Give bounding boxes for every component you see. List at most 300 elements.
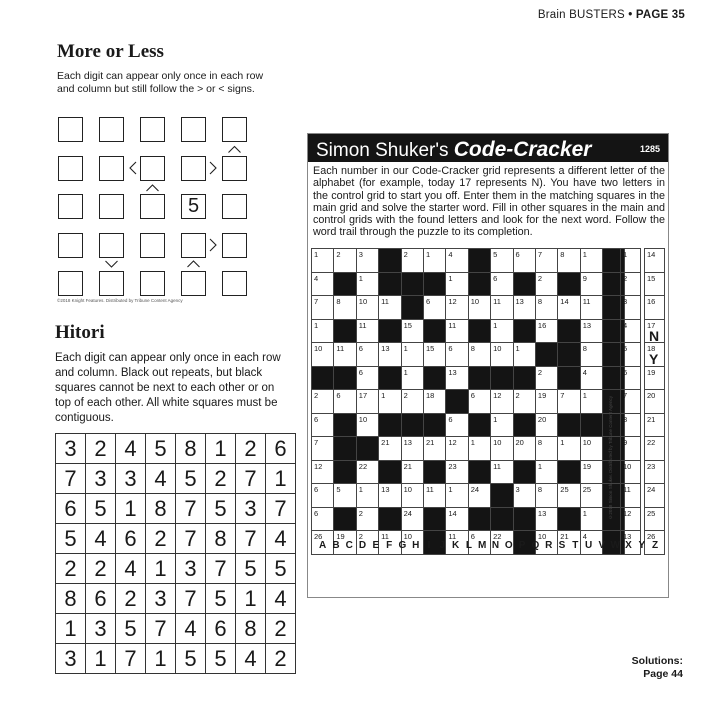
hitori-cell[interactable]: 3 bbox=[176, 554, 206, 584]
control-cell[interactable] bbox=[621, 413, 641, 437]
hitori-cell[interactable]: 6 bbox=[206, 614, 236, 644]
hitori-cell[interactable]: 8 bbox=[176, 434, 206, 464]
hitori-cell[interactable]: 7 bbox=[266, 494, 296, 524]
control-cell[interactable] bbox=[621, 296, 641, 320]
control-letter: N bbox=[649, 327, 660, 344]
alphabet-letter[interactable]: M bbox=[478, 540, 487, 551]
hitori-cell[interactable]: 8 bbox=[206, 524, 236, 554]
control-number: 8 bbox=[623, 414, 628, 424]
control-cell[interactable] bbox=[645, 296, 665, 320]
code-cracker-cell[interactable] bbox=[535, 437, 557, 461]
more-or-less-cell[interactable] bbox=[99, 117, 124, 142]
black-square bbox=[379, 319, 401, 343]
hitori-cell[interactable]: 5 bbox=[266, 554, 296, 584]
code-cracker-cell[interactable] bbox=[535, 296, 557, 320]
code-cracker-cell[interactable] bbox=[334, 296, 356, 320]
hitori-cell[interactable]: 4 bbox=[266, 584, 296, 614]
code-cracker-cell[interactable] bbox=[356, 249, 378, 273]
code-cracker-cell[interactable] bbox=[535, 484, 557, 508]
code-cracker-cell[interactable] bbox=[535, 272, 557, 296]
cell-number: 4 bbox=[582, 532, 587, 541]
hitori-cell[interactable]: 3 bbox=[236, 494, 266, 524]
code-cracker-cell[interactable] bbox=[468, 437, 490, 461]
code-cracker-cell[interactable] bbox=[535, 366, 557, 390]
code-cracker-cell[interactable] bbox=[580, 296, 602, 320]
code-cracker-cell[interactable] bbox=[423, 296, 445, 320]
hitori-cell[interactable]: 2 bbox=[116, 584, 146, 614]
hitori-cell[interactable]: 3 bbox=[86, 464, 116, 494]
code-cracker-cell[interactable] bbox=[558, 390, 580, 414]
cell-number: 11 bbox=[448, 320, 457, 330]
code-cracker-cell[interactable] bbox=[312, 319, 334, 343]
more-or-less-cell[interactable] bbox=[222, 117, 247, 142]
hitori-cell[interactable]: 2 bbox=[266, 644, 296, 674]
hitori-cell[interactable]: 2 bbox=[236, 434, 266, 464]
hitori-cell[interactable]: 3 bbox=[146, 584, 176, 614]
code-cracker-author: Simon Shuker's bbox=[316, 140, 449, 161]
code-cracker-cell[interactable] bbox=[312, 507, 334, 531]
more-or-less-cell[interactable] bbox=[58, 156, 83, 181]
alphabet-letter[interactable]: I bbox=[427, 540, 431, 551]
hitori-cell[interactable]: 6 bbox=[86, 584, 116, 614]
hitori-cell[interactable]: 6 bbox=[56, 494, 86, 524]
code-cracker-cell[interactable] bbox=[580, 366, 602, 390]
hitori-cell[interactable]: 6 bbox=[266, 434, 296, 464]
code-cracker-cell[interactable] bbox=[379, 484, 401, 508]
control-cell[interactable] bbox=[645, 507, 665, 531]
code-cracker-row bbox=[312, 460, 625, 484]
code-cracker-cell[interactable] bbox=[558, 249, 580, 273]
cell-number: 26 bbox=[314, 532, 323, 541]
code-cracker-cell[interactable] bbox=[312, 272, 334, 296]
alphabet-letter[interactable]: W bbox=[610, 540, 620, 551]
more-or-less-cell[interactable] bbox=[222, 156, 247, 181]
header-separator: • bbox=[628, 9, 633, 21]
code-cracker-cell[interactable] bbox=[491, 390, 513, 414]
code-cracker-cell[interactable] bbox=[580, 343, 602, 367]
alphabet-letter[interactable]: A bbox=[319, 540, 327, 551]
hitori-row bbox=[56, 524, 296, 554]
code-cracker-cell[interactable] bbox=[423, 249, 445, 273]
code-cracker-cell[interactable] bbox=[356, 507, 378, 531]
code-cracker-cell[interactable] bbox=[580, 507, 602, 531]
cell-number: 15 bbox=[403, 320, 412, 330]
cell-number: 6 bbox=[493, 273, 498, 283]
control-cell[interactable] bbox=[645, 460, 665, 484]
control-cell[interactable] bbox=[621, 366, 641, 390]
cell-number: 24 bbox=[403, 508, 412, 518]
more-or-less-cell[interactable] bbox=[181, 156, 206, 181]
hitori-cell[interactable]: 1 bbox=[146, 554, 176, 584]
control-number: 13 bbox=[623, 532, 632, 541]
control-cell[interactable] bbox=[621, 343, 641, 367]
alphabet-letter[interactable]: F bbox=[386, 540, 393, 551]
hitori-cell[interactable]: 2 bbox=[266, 614, 296, 644]
code-cracker-cell[interactable] bbox=[312, 390, 334, 414]
hitori-cell[interactable]: 2 bbox=[206, 464, 236, 494]
code-cracker-cell[interactable] bbox=[312, 296, 334, 320]
alphabet-letter[interactable]: O bbox=[504, 540, 513, 551]
hitori-cell[interactable]: 4 bbox=[116, 434, 146, 464]
hitori-cell[interactable]: 1 bbox=[56, 614, 86, 644]
more-or-less-cell[interactable] bbox=[58, 271, 83, 296]
hitori-cell[interactable]: 5 bbox=[146, 434, 176, 464]
code-cracker-cell[interactable] bbox=[468, 484, 490, 508]
code-cracker-cell[interactable] bbox=[535, 413, 557, 437]
code-cracker-cell[interactable] bbox=[356, 272, 378, 296]
code-cracker-cell[interactable] bbox=[401, 437, 423, 461]
black-square bbox=[468, 460, 490, 484]
cell-number: 11 bbox=[493, 297, 501, 306]
more-or-less-cell[interactable] bbox=[222, 194, 247, 219]
black-square bbox=[334, 460, 356, 484]
hitori-cell[interactable]: 5 bbox=[206, 584, 236, 614]
alphabet-letter[interactable]: D bbox=[358, 540, 367, 551]
hitori-row bbox=[56, 554, 296, 584]
cell-number: 8 bbox=[537, 297, 543, 306]
code-cracker-cell[interactable] bbox=[580, 249, 602, 273]
code-cracker-cell[interactable] bbox=[491, 249, 513, 273]
control-cell[interactable] bbox=[621, 507, 641, 531]
more-or-less-cell[interactable] bbox=[222, 271, 247, 296]
control-cell[interactable] bbox=[645, 437, 665, 461]
code-cracker-cell[interactable] bbox=[513, 249, 535, 273]
more-or-less-cell[interactable] bbox=[58, 194, 83, 219]
hitori-cell[interactable]: 8 bbox=[146, 494, 176, 524]
hitori-cell[interactable]: 5 bbox=[116, 614, 146, 644]
alphabet-letter[interactable]: V bbox=[598, 540, 606, 551]
control-cell[interactable] bbox=[645, 390, 665, 414]
cell-number: 11 bbox=[493, 461, 501, 471]
alphabet-letter[interactable]: L bbox=[465, 540, 472, 551]
code-cracker-cell[interactable] bbox=[535, 390, 557, 414]
hitori-cell[interactable]: 2 bbox=[146, 524, 176, 554]
control-row bbox=[621, 272, 665, 296]
hitori-cell[interactable]: 7 bbox=[176, 584, 206, 614]
code-cracker-cell[interactable] bbox=[334, 390, 356, 414]
hitori-cell[interactable]: 4 bbox=[116, 554, 146, 584]
more-or-less-cell[interactable] bbox=[99, 233, 124, 258]
code-cracker-cell[interactable] bbox=[401, 460, 423, 484]
hitori-cell[interactable]: 5 bbox=[86, 494, 116, 524]
hitori-cell[interactable]: 1 bbox=[236, 584, 266, 614]
alphabet-letter[interactable]: S bbox=[558, 540, 566, 551]
control-row bbox=[621, 437, 665, 461]
control-row bbox=[621, 249, 665, 273]
code-cracker-cell[interactable] bbox=[356, 484, 378, 508]
black-square bbox=[334, 272, 356, 296]
code-cracker-cell[interactable] bbox=[423, 437, 445, 461]
code-cracker-cell[interactable] bbox=[558, 437, 580, 461]
code-cracker-cell[interactable] bbox=[446, 413, 468, 437]
hitori-cell[interactable]: 1 bbox=[116, 494, 146, 524]
code-cracker-cell[interactable] bbox=[491, 437, 513, 461]
code-cracker-cell[interactable] bbox=[535, 460, 557, 484]
code-cracker-cell[interactable] bbox=[580, 437, 602, 461]
more-or-less-cell[interactable] bbox=[181, 233, 206, 258]
hitori-cell[interactable]: 3 bbox=[56, 434, 86, 464]
code-cracker-cell[interactable] bbox=[423, 390, 445, 414]
code-cracker-cell[interactable] bbox=[401, 390, 423, 414]
alphabet-letter[interactable]: B bbox=[332, 540, 340, 551]
hitori-cell[interactable]: 3 bbox=[116, 464, 146, 494]
code-cracker-cell[interactable] bbox=[379, 296, 401, 320]
code-cracker-control-grid bbox=[620, 248, 665, 555]
alphabet-letter[interactable]: Q bbox=[531, 540, 540, 551]
more-or-less-cell[interactable] bbox=[222, 233, 247, 258]
cell-number: 7 bbox=[314, 297, 319, 306]
more-or-less-cell[interactable] bbox=[181, 271, 206, 296]
alphabet-letter[interactable]: K bbox=[452, 540, 460, 551]
code-cracker-cell[interactable] bbox=[356, 413, 378, 437]
more-or-less-cell[interactable]: 5 bbox=[181, 194, 206, 219]
code-cracker-cell[interactable] bbox=[491, 460, 513, 484]
code-cracker-cell[interactable] bbox=[491, 296, 513, 320]
cell-number: 14 bbox=[560, 297, 569, 306]
hitori-cell[interactable]: 2 bbox=[86, 554, 116, 584]
control-cell[interactable] bbox=[645, 484, 665, 508]
control-cell[interactable] bbox=[645, 343, 665, 367]
hitori-cell[interactable]: 7 bbox=[146, 614, 176, 644]
more-or-less-cell[interactable] bbox=[58, 233, 83, 258]
more-or-less-cell[interactable] bbox=[140, 117, 165, 142]
code-cracker-cell[interactable] bbox=[580, 390, 602, 414]
code-cracker-cell[interactable] bbox=[401, 484, 423, 508]
control-cell[interactable] bbox=[621, 249, 641, 273]
black-square bbox=[513, 272, 535, 296]
code-cracker-cell[interactable] bbox=[401, 319, 423, 343]
code-cracker-cell[interactable] bbox=[379, 390, 401, 414]
alphabet-letter[interactable]: T bbox=[572, 540, 579, 551]
code-cracker-cell[interactable] bbox=[535, 507, 557, 531]
control-row bbox=[621, 413, 665, 437]
more-or-less-cell[interactable] bbox=[181, 117, 206, 142]
code-cracker-cell[interactable] bbox=[356, 343, 378, 367]
code-cracker-cell[interactable] bbox=[401, 366, 423, 390]
alphabet-letter[interactable]: R bbox=[545, 540, 553, 551]
code-cracker-cell[interactable] bbox=[580, 460, 602, 484]
code-cracker-cell[interactable] bbox=[401, 343, 423, 367]
code-cracker-cell[interactable] bbox=[356, 366, 378, 390]
cell-number: 10 bbox=[403, 532, 412, 541]
control-cell[interactable] bbox=[645, 366, 665, 390]
code-cracker-cell[interactable] bbox=[468, 390, 490, 414]
hitori-cell[interactable]: 7 bbox=[236, 524, 266, 554]
code-cracker-row bbox=[312, 272, 625, 296]
code-cracker-cell[interactable] bbox=[401, 507, 423, 531]
control-number: 2 bbox=[623, 273, 628, 283]
code-cracker-cell[interactable] bbox=[423, 484, 445, 508]
hitori-cell[interactable]: 4 bbox=[176, 614, 206, 644]
alphabet-letter[interactable]: H bbox=[412, 540, 420, 551]
hitori-cell[interactable]: 4 bbox=[146, 464, 176, 494]
black-square bbox=[312, 366, 334, 390]
hitori-cell[interactable]: 5 bbox=[176, 644, 206, 674]
control-cell[interactable] bbox=[645, 319, 665, 343]
black-square bbox=[513, 413, 535, 437]
code-cracker-cell[interactable] bbox=[312, 460, 334, 484]
hitori-cell[interactable]: 5 bbox=[176, 464, 206, 494]
code-cracker-cell[interactable] bbox=[446, 249, 468, 273]
hitori-cell[interactable]: 7 bbox=[176, 524, 206, 554]
cell-number: 25 bbox=[582, 485, 592, 494]
code-cracker-cell[interactable] bbox=[334, 484, 356, 508]
control-cell[interactable] bbox=[645, 249, 665, 273]
black-square bbox=[423, 272, 445, 296]
alphabet-letter[interactable]: E bbox=[372, 540, 380, 551]
hitori-cell[interactable]: 2 bbox=[86, 434, 116, 464]
code-cracker-cell[interactable] bbox=[356, 319, 378, 343]
hitori-cell[interactable]: 1 bbox=[146, 644, 176, 674]
more-or-less-cell[interactable] bbox=[140, 156, 165, 181]
alphabet-letter[interactable]: X bbox=[625, 540, 632, 551]
code-cracker-cell[interactable] bbox=[491, 413, 513, 437]
code-cracker-cell[interactable] bbox=[513, 296, 535, 320]
hitori-cell[interactable]: 8 bbox=[236, 614, 266, 644]
alphabet-letter[interactable]: C bbox=[345, 540, 353, 551]
code-cracker-cell[interactable] bbox=[580, 484, 602, 508]
control-cell[interactable] bbox=[621, 484, 641, 508]
alphabet-letter[interactable]: N bbox=[491, 540, 500, 551]
control-row bbox=[621, 460, 665, 484]
hitori-cell[interactable]: 5 bbox=[56, 524, 86, 554]
code-cracker-cell[interactable] bbox=[356, 460, 378, 484]
code-cracker-cell[interactable] bbox=[558, 484, 580, 508]
code-cracker-cell[interactable] bbox=[446, 296, 468, 320]
code-cracker-cell[interactable] bbox=[446, 484, 468, 508]
control-row bbox=[621, 296, 665, 320]
code-cracker-cell[interactable] bbox=[334, 249, 356, 273]
code-cracker-cell[interactable] bbox=[446, 460, 468, 484]
more-or-less-cell[interactable] bbox=[140, 194, 165, 219]
code-cracker-cell[interactable] bbox=[580, 319, 602, 343]
hitori-cell[interactable]: 1 bbox=[86, 644, 116, 674]
more-or-less-cell[interactable] bbox=[140, 271, 165, 296]
hitori-cell[interactable]: 6 bbox=[116, 524, 146, 554]
code-cracker-cell[interactable] bbox=[513, 390, 535, 414]
black-square bbox=[334, 366, 356, 390]
code-cracker-cell[interactable] bbox=[446, 366, 468, 390]
code-cracker-cell[interactable] bbox=[312, 437, 334, 461]
hitori-cell[interactable]: 7 bbox=[116, 644, 146, 674]
control-cell[interactable] bbox=[645, 413, 665, 437]
hitori-cell[interactable]: 3 bbox=[86, 614, 116, 644]
cell-number: 8 bbox=[336, 297, 341, 306]
cell-number: 1 bbox=[358, 485, 363, 494]
hitori-cell[interactable]: 5 bbox=[206, 494, 236, 524]
alphabet-letter[interactable]: Y bbox=[638, 540, 646, 551]
black-square bbox=[401, 272, 423, 296]
hitori-cell[interactable]: 5 bbox=[206, 644, 236, 674]
control-cell[interactable] bbox=[621, 460, 641, 484]
alphabet-letter[interactable]: Z bbox=[652, 540, 659, 551]
control-cell[interactable] bbox=[621, 390, 641, 414]
hitori-cell[interactable]: 4 bbox=[236, 644, 266, 674]
code-cracker-cell[interactable] bbox=[491, 343, 513, 367]
code-cracker-cell[interactable] bbox=[513, 484, 535, 508]
code-cracker-cell[interactable] bbox=[558, 296, 580, 320]
code-cracker-cell[interactable] bbox=[334, 343, 356, 367]
code-cracker-cell[interactable] bbox=[468, 343, 490, 367]
hitori-row bbox=[56, 584, 296, 614]
hitori-cell[interactable]: 3 bbox=[56, 644, 86, 674]
code-cracker-cell[interactable] bbox=[535, 319, 557, 343]
hitori-cell[interactable]: 4 bbox=[86, 524, 116, 554]
hitori-cell[interactable]: 7 bbox=[206, 554, 236, 584]
cell-number: 4 bbox=[448, 250, 453, 259]
hitori-cell[interactable]: 1 bbox=[266, 464, 296, 494]
more-or-less-cell[interactable] bbox=[99, 271, 124, 296]
code-cracker-cell[interactable] bbox=[491, 272, 513, 296]
control-row bbox=[621, 366, 665, 390]
code-cracker-cell[interactable] bbox=[312, 484, 334, 508]
control-cell[interactable] bbox=[621, 319, 641, 343]
code-cracker-row bbox=[312, 507, 625, 531]
code-cracker-cell[interactable] bbox=[401, 249, 423, 273]
code-cracker-cell[interactable] bbox=[446, 319, 468, 343]
hitori-cell[interactable]: 4 bbox=[266, 524, 296, 554]
more-or-less-cell[interactable] bbox=[99, 156, 124, 181]
alphabet-letter[interactable]: G bbox=[398, 540, 407, 551]
cell-number: 12 bbox=[314, 461, 323, 471]
code-cracker-cell[interactable] bbox=[535, 249, 557, 273]
hitori-cell[interactable]: 7 bbox=[236, 464, 266, 494]
code-cracker-cell[interactable] bbox=[312, 343, 334, 367]
cell-number: 13 bbox=[448, 367, 457, 377]
more-or-less-cell[interactable] bbox=[140, 233, 165, 258]
control-cell[interactable] bbox=[645, 272, 665, 296]
more-or-less-cell[interactable] bbox=[58, 117, 83, 142]
code-cracker-cell[interactable] bbox=[356, 390, 378, 414]
code-cracker-cell[interactable] bbox=[513, 437, 535, 461]
more-or-less-cell[interactable] bbox=[99, 194, 124, 219]
control-number: 10 bbox=[623, 461, 632, 471]
control-cell[interactable] bbox=[621, 437, 641, 461]
code-cracker-cell[interactable] bbox=[446, 437, 468, 461]
hitori-cell[interactable]: 2 bbox=[56, 554, 86, 584]
hitori-cell[interactable]: 1 bbox=[206, 434, 236, 464]
code-cracker-cell[interactable] bbox=[580, 272, 602, 296]
cell-number: 12 bbox=[448, 438, 457, 447]
hitori-cell[interactable]: 8 bbox=[56, 584, 86, 614]
code-cracker-row bbox=[312, 390, 625, 414]
alphabet-letter[interactable]: U bbox=[584, 540, 593, 551]
code-cracker-cell[interactable] bbox=[312, 413, 334, 437]
code-cracker-cell[interactable] bbox=[491, 319, 513, 343]
black-square bbox=[334, 413, 356, 437]
cell-number: 11 bbox=[336, 344, 345, 353]
code-cracker-cell[interactable] bbox=[379, 437, 401, 461]
black-square bbox=[513, 507, 535, 531]
code-cracker-cell[interactable] bbox=[446, 507, 468, 531]
hitori-cell[interactable]: 7 bbox=[56, 464, 86, 494]
alphabet-letter[interactable]: J bbox=[439, 540, 446, 551]
hitori-cell[interactable]: 7 bbox=[176, 494, 206, 524]
hitori-cell[interactable]: 5 bbox=[236, 554, 266, 584]
code-cracker-cell[interactable] bbox=[379, 343, 401, 367]
control-cell[interactable] bbox=[621, 272, 641, 296]
code-cracker-cell[interactable] bbox=[356, 296, 378, 320]
code-cracker-cell[interactable] bbox=[446, 272, 468, 296]
control-number: 16 bbox=[647, 297, 656, 306]
code-cracker-cell[interactable] bbox=[423, 343, 445, 367]
code-cracker-cell[interactable] bbox=[513, 343, 535, 367]
alphabet-letter[interactable]: P bbox=[518, 540, 526, 551]
code-cracker-cell[interactable] bbox=[446, 343, 468, 367]
code-cracker-cell[interactable] bbox=[312, 249, 334, 273]
code-cracker-cell[interactable] bbox=[468, 296, 490, 320]
code-cracker-credit: ©2018 Simon Shuker. Distributed by Tribune Content Agency bbox=[608, 396, 613, 520]
